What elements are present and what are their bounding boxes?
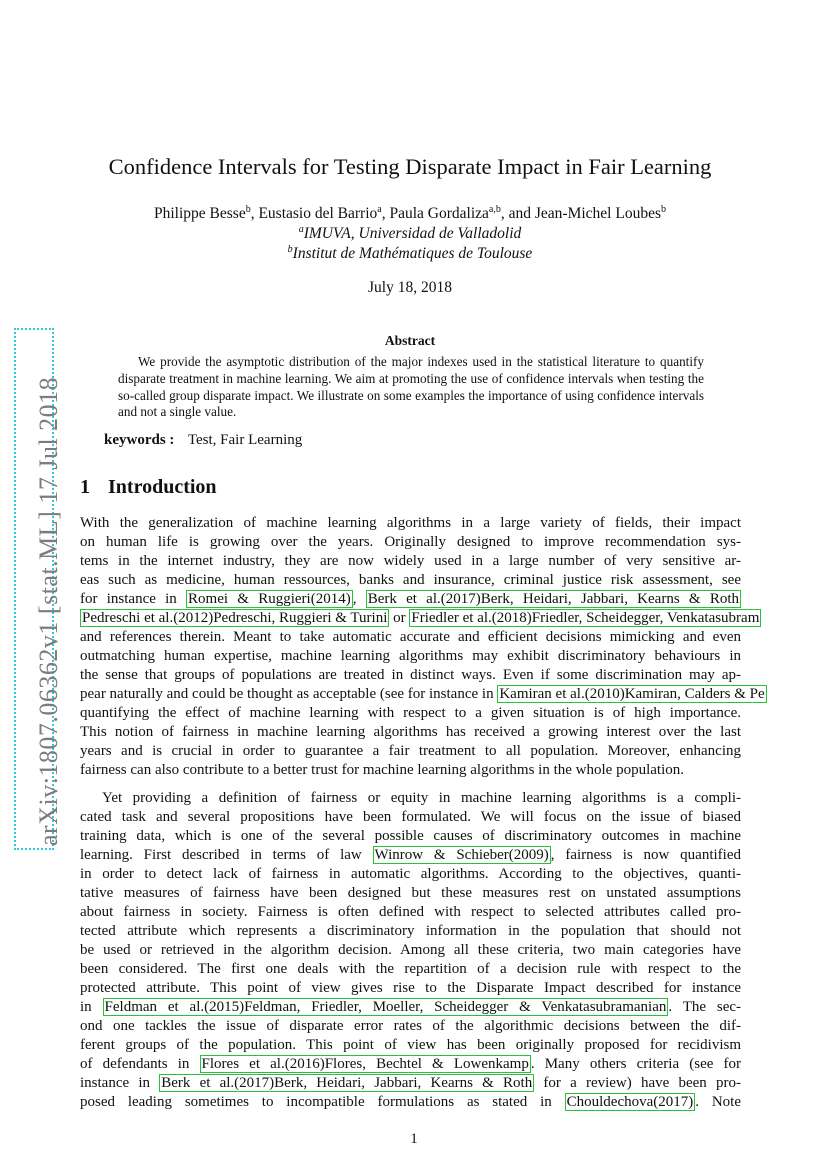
text-line xyxy=(80,998,741,1017)
text-line: years and is crucial in order to guarantee a fair treatment to all population. Moreover, enhancing xyxy=(80,743,741,759)
keywords-value: Test, Fair Learning xyxy=(187,432,303,448)
author-list: Philippe Besse$^b$, Eustasio del Barrio$^a$, Paula Gordaliza$^{a,b}$, and Jean-Michel Loubes$^b$ xyxy=(154,203,666,222)
text-line: tative measures of fairness have been designed but these measures rest on unstated assumptions xyxy=(80,885,741,901)
text-span: for a review) have been pro- xyxy=(543,1075,741,1091)
affiliation-mark: a xyxy=(298,223,304,235)
author-name: Eustasio del Barrio xyxy=(258,205,378,222)
section-number: 1 xyxy=(80,476,90,498)
citation-link[interactable]: Romei & Ruggieri(2014) xyxy=(188,591,351,607)
text-line: cated task and several propositions have been formulated. We will focus on the issue of biased xyxy=(80,809,741,825)
author-name: Paula Gordaliza xyxy=(389,205,489,222)
text-span: in xyxy=(80,999,92,1015)
citation-link[interactable]: Chouldechova(2017) xyxy=(566,1094,694,1110)
abstract-body xyxy=(118,354,704,421)
text-span: instance in xyxy=(80,1075,151,1091)
citation-link[interactable]: Berk et al.(2017)Berk, Heidari, Jabbari, Kearns & Roth xyxy=(367,591,739,607)
abstract-text: We provide the asymptotic distribution of the major indexes used in the statistical literature to quantify disparate treatment in machine learning. We aim at promoting the use of confidence intervals when testing the so-called group disparate impact. We illustrate on some examples the importance of using confidence intervals and not a single value. xyxy=(118,354,704,420)
paragraph xyxy=(80,514,765,780)
text-line: on human life is growing over the years. Originally designed to improve recommendation sys- xyxy=(80,534,741,550)
text-line: in order to detect lack of fairness in automatic algorithms. According to the objectives, quanti- xyxy=(80,866,741,882)
text-line: ferent groups of the population. This point of view has been originally proposed for recidivism xyxy=(80,1037,741,1053)
text-span: pear naturally and could be thought as acceptable (see for instance in xyxy=(80,686,494,702)
arxiv-stamp-text: arXiv:1807.06362v1 [stat.ML] 17 Jul 2018 xyxy=(34,376,63,846)
text-span: , xyxy=(352,591,357,607)
text-line: fairness can also contribute to a better trust for machine learning algorithms in the whole population. xyxy=(80,762,684,778)
text-line: been considered. The first one deals with the repartition of a decision rule with respect to the xyxy=(80,961,741,977)
page-number: 1 xyxy=(410,1131,418,1147)
text-span: learning. First described in terms of law xyxy=(80,847,362,863)
text-line: Yet providing a definition of fairness or equity in machine learning algorithms is a compli- xyxy=(102,790,741,806)
affiliation-name: IMUVA, Universidad de Valladolid xyxy=(303,225,522,242)
text-line: be used or retrieved in the algorithm decision. Among all these criteria, two main categories have xyxy=(80,942,741,958)
author-affil-mark: b xyxy=(245,203,251,215)
section-title: Introduction xyxy=(108,476,217,498)
text-line: quantifying the effect of machine learning with respect to a given situation is of high importance. xyxy=(80,705,741,721)
text-line xyxy=(80,590,741,609)
author-affil-mark: a xyxy=(377,203,382,215)
keywords-label: keywords : xyxy=(104,432,175,448)
author-conjunction: and xyxy=(508,205,531,222)
text-line xyxy=(80,1055,741,1074)
text-span: of defendants in xyxy=(80,1056,190,1072)
paragraph xyxy=(80,789,741,1112)
citation-link[interactable]: Pedreschi et al.(2012)Pedreschi, Ruggieri & Turini xyxy=(82,610,388,626)
citation-link[interactable]: Feldman et al.(2015)Feldman, Friedler, Moeller, Scheidegger & Venkatasubramanian xyxy=(104,999,667,1015)
text-line: tems in the internet industry, they are now widely used in a large number of very sensitive ar- xyxy=(80,553,741,569)
text-line: about fairness in society. Fairness is often defined with respect to selected attributes called pro- xyxy=(80,904,741,920)
section-heading xyxy=(80,476,217,499)
text-span: , fairness is now quantified xyxy=(550,847,741,863)
text-line: tected attribute which represents a discriminatory information in the population that should not xyxy=(80,923,741,939)
text-span: . Many others criteria (see for xyxy=(530,1056,742,1072)
author-name: Jean-Michel Loubes xyxy=(534,205,661,222)
text-line xyxy=(80,685,765,704)
affiliation xyxy=(70,225,750,243)
arxiv-stamp xyxy=(0,0,63,1172)
author-affil-mark: a,b xyxy=(488,203,501,215)
text-line: protected attribute. This point of view gives rise to the Disparate Impact described for instance xyxy=(80,980,741,996)
text-span: or xyxy=(393,610,406,626)
text-span: . Note xyxy=(695,1094,741,1110)
text-line xyxy=(80,1093,741,1112)
text-span: posed leading sometimes to incompatible formulations as stated in xyxy=(80,1094,552,1110)
affiliation-mark: b xyxy=(287,243,293,255)
text-line: ond one tackles the issue of disparate error rates of the algorithmic decisions between the dif- xyxy=(80,1018,741,1034)
abstract-heading: Abstract xyxy=(384,333,436,348)
paper-title: Confidence Intervals for Testing Disparate Impact in Fair Learning xyxy=(108,154,712,179)
citation-link[interactable]: Berk et al.(2017)Berk, Heidari, Jabbari, Kearns & Roth xyxy=(161,1075,533,1091)
text-line: the sense that groups of populations are treated in distinct ways. Even if some discrimination may ap- xyxy=(80,667,741,683)
affiliation-name: Institut de Mathématiques de Toulouse xyxy=(292,245,533,262)
citation-link[interactable]: Flores et al.(2016)Flores, Bechtel & Lowenkamp xyxy=(201,1056,529,1072)
text-line: This notion of fairness in machine learning algorithms has received a growing interest over the last xyxy=(80,724,741,740)
author-name: Philippe Besse xyxy=(154,205,246,222)
text-line: eas such as medicine, human ressources, banks and insurance, criminal justice risk assessment, see xyxy=(80,572,741,588)
text-line: With the generalization of machine learning algorithms in a large variety of fields, their impact xyxy=(80,515,741,531)
text-line xyxy=(80,1074,741,1093)
text-line: and references therein. Meant to take automatic accurate and efficient decisions mimicking and even xyxy=(80,629,741,645)
keywords xyxy=(104,432,302,449)
text-line: training data, which is one of the several possible causes of discriminatory outcomes in machine xyxy=(80,828,741,844)
affiliation xyxy=(70,245,750,263)
paper-date: July 18, 2018 xyxy=(368,279,452,296)
citation-link[interactable]: Winrow & Schieber(2009) xyxy=(374,847,549,863)
author-affil-mark: b xyxy=(661,203,666,215)
text-line xyxy=(80,609,760,628)
text-span: for instance in xyxy=(80,591,177,607)
text-line xyxy=(80,846,741,865)
text-line: outmatching human expertise, machine learning algorithms may exhibit discriminatory behaviours in xyxy=(80,648,741,664)
text-span: . The sec- xyxy=(668,999,742,1015)
citation-link[interactable]: Friedler et al.(2018)Friedler, Scheidegger, Venkatasubram xyxy=(411,610,760,626)
citation-link[interactable]: Kamiran et al.(2010)Kamiran, Calders & Pe xyxy=(499,686,765,702)
